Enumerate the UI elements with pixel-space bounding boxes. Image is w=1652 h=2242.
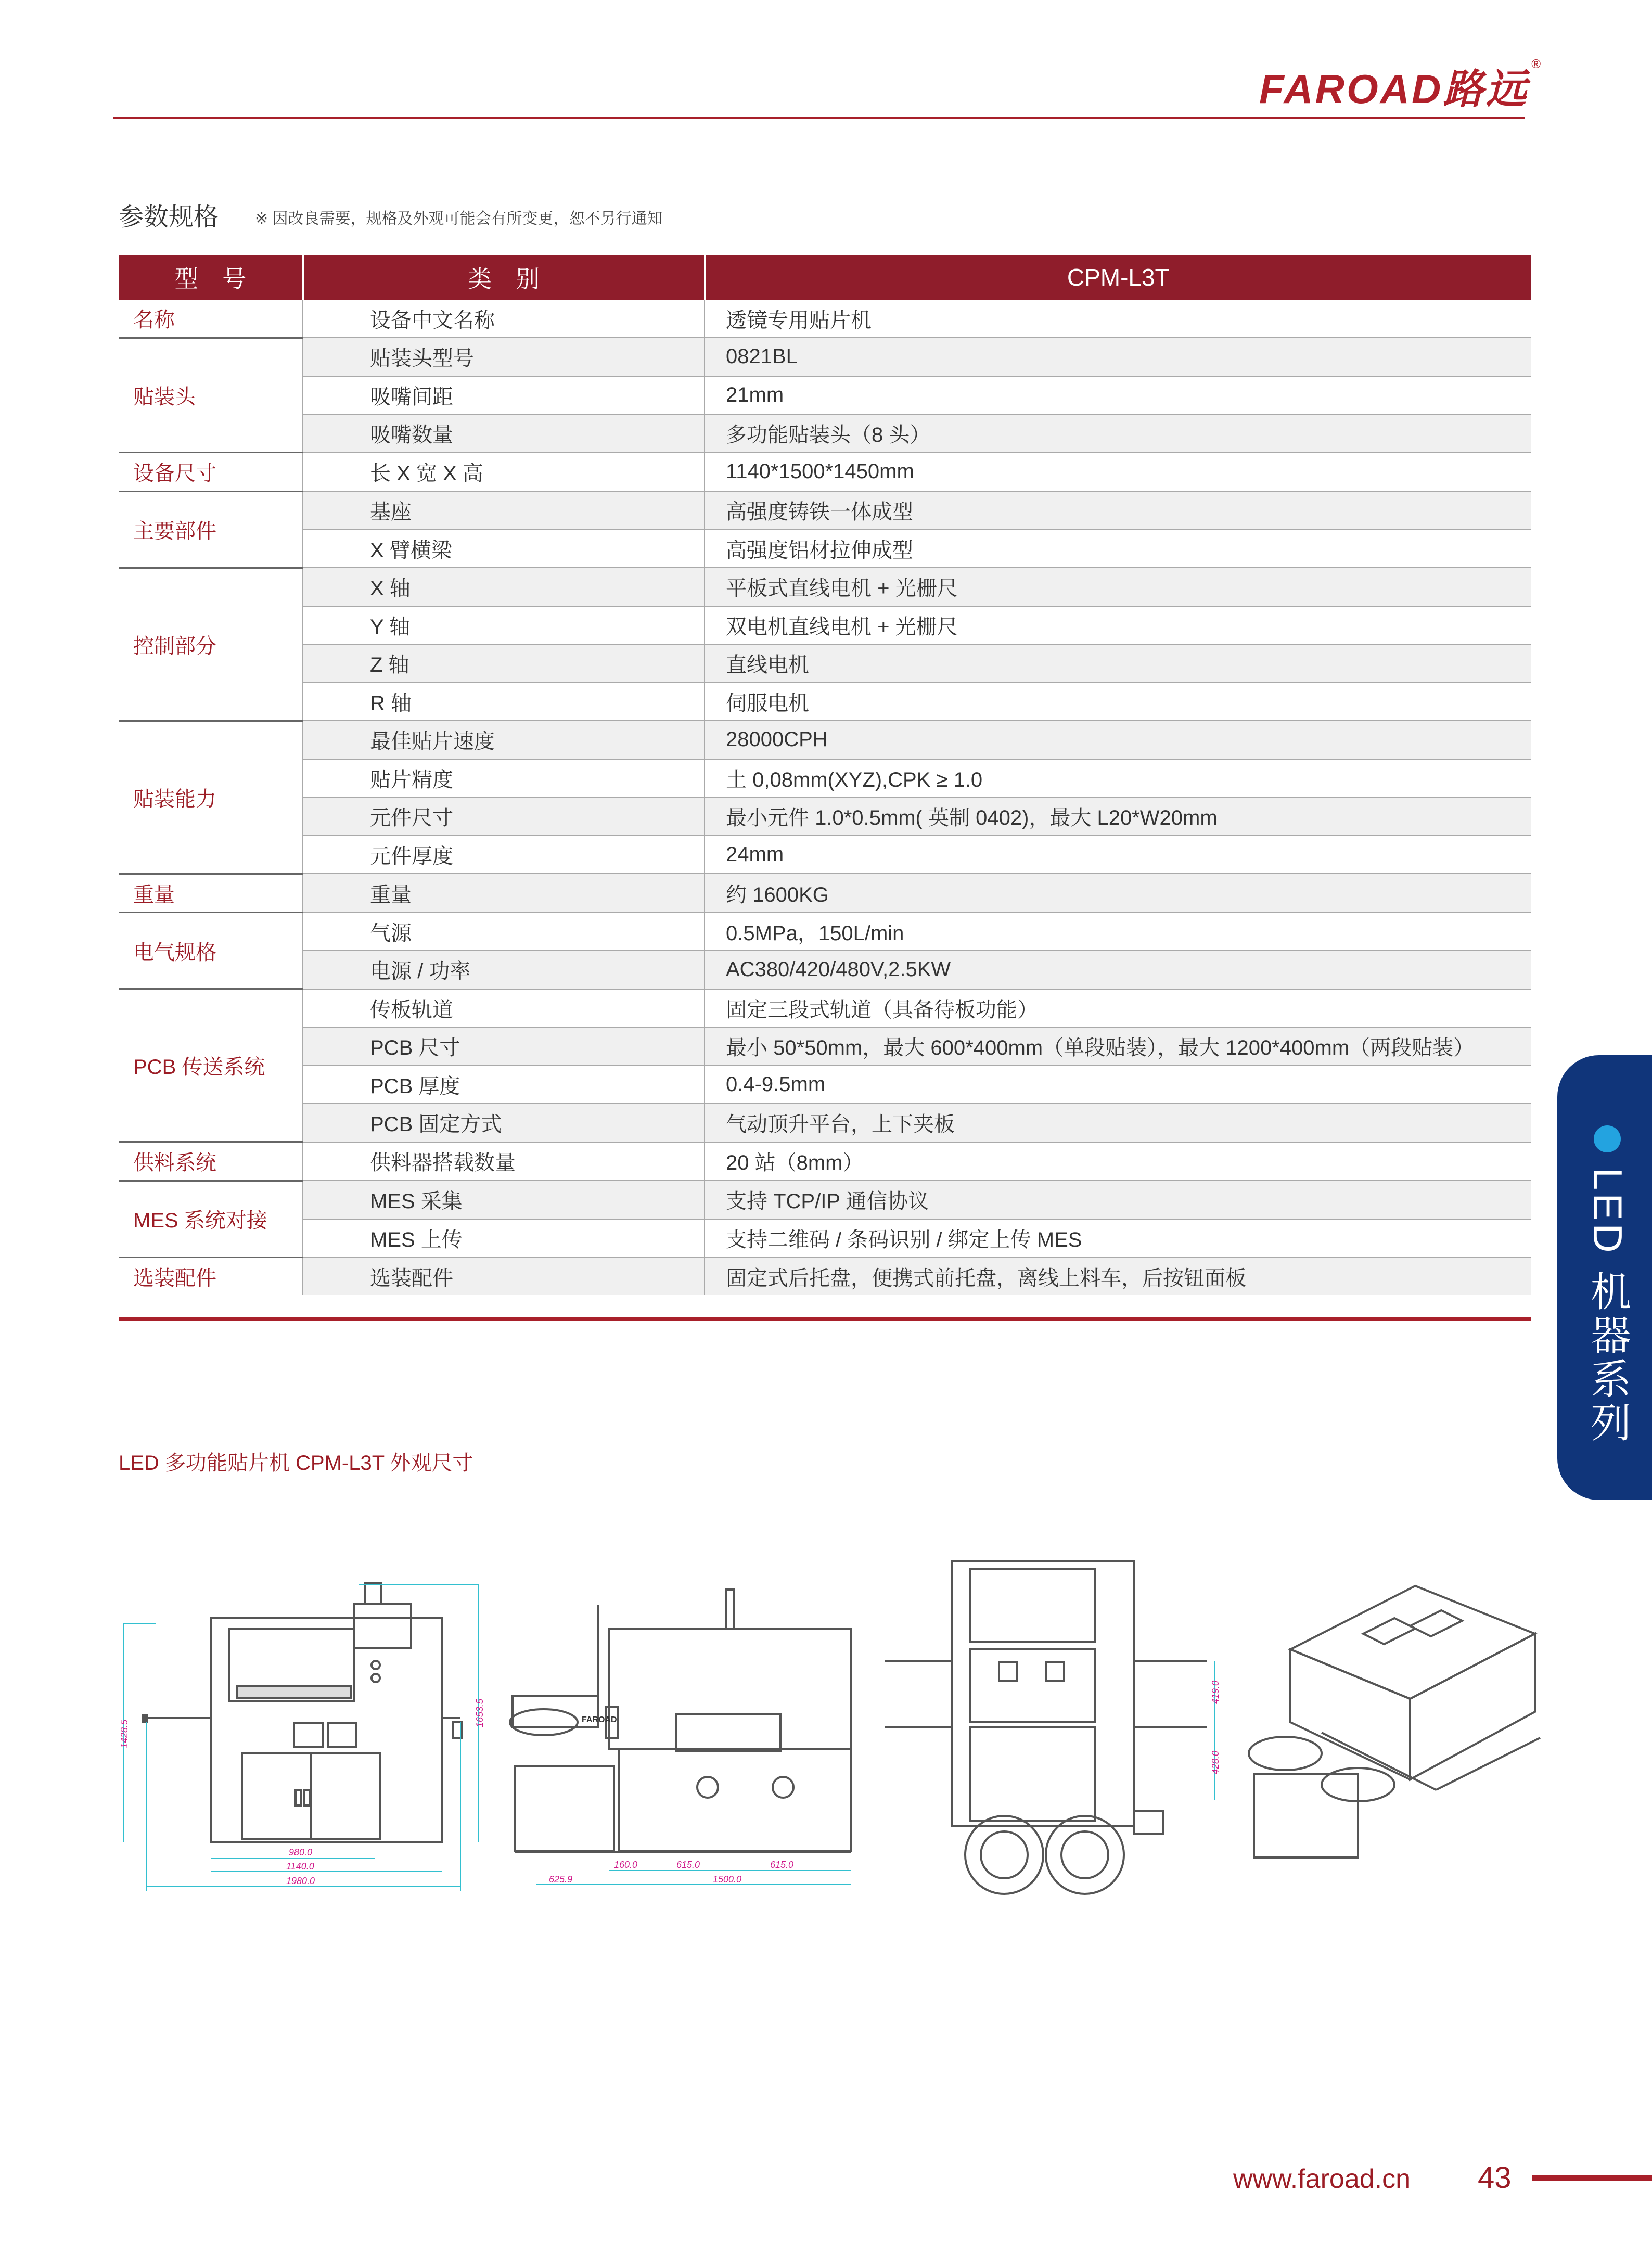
group-cell: 选装配件	[119, 1257, 303, 1295]
category-cell: 选装配件	[303, 1257, 705, 1295]
value-cell: 20 站（8mm）	[705, 1142, 1531, 1181]
value-cell: 土 0,08mm(XYZ),CPK ≥ 1.0	[705, 759, 1531, 798]
group-cell: 主要部件	[119, 491, 303, 568]
front-view-dimension-lines	[124, 1584, 479, 1891]
value-cell: 0.5MPa，150L/min	[705, 913, 1531, 951]
value-cell: 直线电机	[705, 644, 1531, 683]
dim-label: 1428.5	[119, 1719, 130, 1748]
value-cell: 平板式直线电机 + 光栅尺	[705, 568, 1531, 606]
group-cell: 设备尺寸	[119, 453, 303, 492]
footer-url: www.faroad.cn	[1233, 2164, 1411, 2194]
group-cell: 重量	[119, 874, 303, 913]
section-title: 参数规格	[119, 203, 219, 231]
category-cell: 基座	[303, 491, 705, 530]
category-cell: X 轴	[303, 568, 705, 606]
group-cell: 贴装能力	[119, 721, 303, 874]
dim-label: 428.0	[1210, 1750, 1221, 1774]
value-cell: 约 1600KG	[705, 874, 1531, 913]
group-cell: 名称	[119, 300, 303, 338]
value-cell: 伺服电机	[705, 683, 1531, 721]
value-cell: 支持二维码 / 条码识别 / 绑定上传 MES	[705, 1219, 1531, 1258]
group-cell: 控制部分	[119, 568, 303, 721]
value-cell: 固定三段式轨道（具备待板功能）	[705, 989, 1531, 1028]
category-cell: Y 轴	[303, 606, 705, 645]
category-cell: 贴装头型号	[303, 338, 705, 376]
value-cell: 24mm	[705, 836, 1531, 874]
side-view-drawing	[510, 1590, 851, 1852]
category-cell: 设备中文名称	[303, 300, 705, 338]
brand-name: FAROAD路远	[1259, 66, 1529, 112]
dim-label: 1980.0	[286, 1876, 315, 1886]
category-cell: X 臂横梁	[303, 530, 705, 568]
group-cell: 电气规格	[119, 913, 303, 989]
value-cell: 28000CPH	[705, 721, 1531, 759]
front-view-drawing	[143, 1583, 462, 1842]
category-cell: PCB 固定方式	[303, 1104, 705, 1142]
dim-label: 615.0	[770, 1860, 794, 1870]
category-cell: 供料器搭载数量	[303, 1142, 705, 1181]
value-cell: 最小元件 1.0*0.5mm( 英制 0402)，最大 L20*W20mm	[705, 797, 1531, 836]
group-cell: 贴装头	[119, 338, 303, 453]
dim-label: 615.0	[676, 1860, 700, 1870]
header-category: 类 别	[303, 255, 705, 300]
side-view-dimension-lines	[536, 1871, 851, 1885]
value-cell: 1140*1500*1450mm	[705, 453, 1531, 492]
side-nameplate: FAROAD	[582, 1715, 617, 1724]
value-cell: 高强度铸铁一体成型	[705, 491, 1531, 530]
group-cell: PCB 传送系统	[119, 989, 303, 1142]
side-view-dimension-labels	[549, 1860, 793, 1885]
value-cell: 固定式后托盘，便携式前托盘，离线上料车，后按钮面板	[705, 1257, 1531, 1295]
category-cell: MES 上传	[303, 1219, 705, 1258]
value-cell: AC380/420/480V,2.5KW	[705, 951, 1531, 989]
value-cell: 0821BL	[705, 338, 1531, 376]
category-cell: 气源	[303, 913, 705, 951]
dim-label: 419.0	[1210, 1680, 1221, 1704]
dim-label: 1653.5	[475, 1698, 485, 1727]
category-cell: Z 轴	[303, 644, 705, 683]
category-cell: PCB 厚度	[303, 1066, 705, 1104]
value-cell: 21mm	[705, 376, 1531, 415]
category-cell: 元件厚度	[303, 836, 705, 874]
value-cell: 气动顶升平台，上下夹板	[705, 1104, 1531, 1142]
group-cell: 供料系统	[119, 1142, 303, 1181]
value-cell: 最小 50*50mm，最大 600*400mm（单段贴装），最大 1200*400mm（两段贴装）	[705, 1027, 1531, 1066]
dim-label: 160.0	[614, 1860, 638, 1870]
top-view-drawing	[885, 1561, 1207, 1894]
category-cell: MES 采集	[303, 1181, 705, 1219]
page-number: 43	[1478, 2161, 1512, 2195]
category-cell: 元件尺寸	[303, 797, 705, 836]
front-view-dimension-labels	[119, 1698, 485, 1886]
footer-accent-bar	[1532, 2175, 1652, 2181]
value-cell: 支持 TCP/IP 通信协议	[705, 1181, 1531, 1219]
dim-label: 625.9	[549, 1874, 573, 1885]
category-cell: 重量	[303, 874, 705, 913]
value-cell: 高强度铝材拉伸成型	[705, 530, 1531, 568]
header-model: 型 号	[119, 255, 303, 300]
category-cell: PCB 尺寸	[303, 1027, 705, 1066]
header-product: CPM-L3T	[705, 255, 1531, 300]
category-cell: 长 X 宽 X 高	[303, 453, 705, 492]
value-cell: 多功能贴装头（8 头）	[705, 414, 1531, 453]
isometric-view-drawing	[1249, 1586, 1540, 1857]
dim-label: 980.0	[289, 1847, 313, 1857]
value-cell: 透镜专用贴片机	[705, 300, 1531, 338]
category-cell: 吸嘴间距	[303, 376, 705, 415]
registered-mark: ®	[1531, 57, 1541, 71]
category-cell: R 轴	[303, 683, 705, 721]
value-cell: 0.4-9.5mm	[705, 1066, 1531, 1104]
section-note: ※ 因改良需要，规格及外观可能会有所变更，恕不另行通知	[255, 210, 663, 227]
category-cell: 电源 / 功率	[303, 951, 705, 989]
category-cell: 传板轨道	[303, 989, 705, 1028]
category-cell: 贴片精度	[303, 759, 705, 798]
dim-label: 1500.0	[713, 1874, 742, 1885]
dim-label: 1140.0	[286, 1861, 314, 1872]
group-cell: MES 系统对接	[119, 1181, 303, 1257]
value-cell: 双电机直线电机 + 光栅尺	[705, 606, 1531, 645]
series-label: LED 机器系列	[1585, 1168, 1631, 1445]
category-cell: 吸嘴数量	[303, 414, 705, 453]
category-cell: 最佳贴片速度	[303, 721, 705, 759]
dimensions-title: LED 多功能贴片机 CPM-L3T 外观尺寸	[119, 1452, 473, 1475]
